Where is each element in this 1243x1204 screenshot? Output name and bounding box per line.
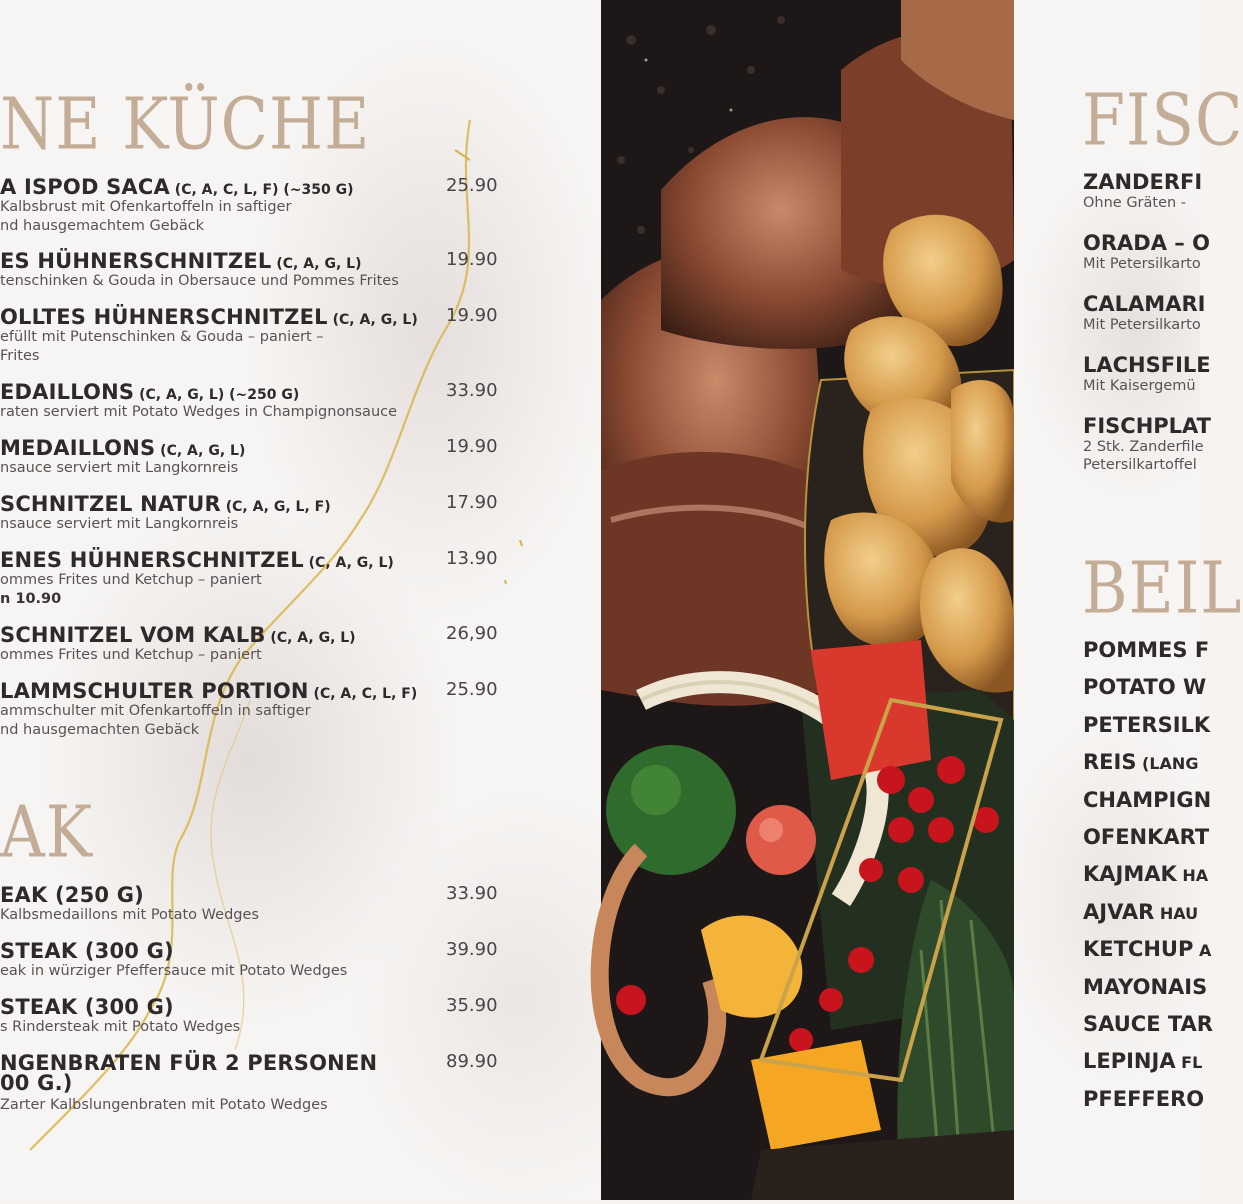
menu-item-description: nsauce serviert mit Langkornreis [0, 460, 239, 476]
fish-item-description: 2 Stk. Zanderfile [1083, 439, 1204, 455]
menu-item-title: ES HÜHNERSCHNITZEL [0, 249, 272, 273]
menu-item-allergens: (C, A, G, L) [265, 630, 356, 646]
side-dish-name: PFEFFERO [1083, 1086, 1205, 1111]
side-dish-suffix: (LANG [1136, 754, 1199, 774]
menu-item-allergens: (C, A, G, L) (~250 G) [134, 387, 300, 403]
side-dish-item [1083, 1087, 1204, 1111]
menu-item-price: 39.90 [446, 939, 498, 960]
menu-item-description: Kalbsmedaillons mit Potato Wedges [0, 907, 259, 923]
menu-item-description: raten serviert mit Potato Wedges in Champignonsauce [0, 404, 398, 420]
menu-page-left [0, 0, 601, 1200]
menu-item-allergens: (C, A, G, L) [155, 443, 246, 459]
menu-item-allergens: (C, A, G, L) [327, 312, 418, 328]
menu-item-allergens: (C, A, G, L) [271, 256, 362, 272]
menu-item-price: 35.90 [446, 995, 498, 1016]
menu-item-name [0, 548, 394, 572]
fish-item-name: LACHSFILE [1083, 353, 1211, 377]
fish-item [1083, 414, 1211, 474]
menu-item-description: nd hausgemachtem Gebäck [0, 218, 205, 234]
side-dish-name: AJVAR [1083, 899, 1155, 924]
side-dish-item [1083, 975, 1207, 999]
side-dish-suffix: FL [1175, 1053, 1203, 1073]
menu-item-price: 25.90 [446, 679, 498, 700]
fish-item-description: Ohne Gräten - [1083, 195, 1187, 211]
menu-item-price: 33.90 [446, 883, 498, 904]
menu-item-name [0, 492, 331, 516]
side-dish-item [1083, 713, 1210, 737]
section-heading-beilagen: BEIL [1082, 546, 1243, 630]
section-heading-steak: AK [0, 790, 94, 874]
side-dish-name: POMMES F [1083, 638, 1210, 662]
menu-item-name [0, 175, 354, 199]
roast-meat-image [601, 0, 1014, 1200]
fish-item-description: Mit Kaisergemü [1083, 378, 1196, 394]
menu-item-name [0, 305, 418, 329]
menu-item-name [0, 436, 245, 460]
side-dish-suffix: A [1193, 941, 1212, 961]
menu-item-name-continued: 00 G.) [0, 1071, 73, 1095]
side-dish-name: LEPINJA [1083, 1049, 1176, 1074]
fish-item [1083, 231, 1210, 273]
side-dish-item [1083, 750, 1198, 774]
menu-item-price: 19.90 [446, 305, 498, 326]
menu-item-title: SCHNITZEL VOM KALB [0, 623, 266, 647]
menu-item-title: ENES HÜHNERSCHNITZEL [0, 548, 304, 572]
fish-item [1083, 170, 1202, 212]
menu-item-description: nd hausgemachten Gebäck [0, 722, 200, 738]
side-dish-name: PETERSILK [1083, 712, 1211, 737]
menu-item-title: MEDAILLONS [0, 436, 156, 460]
side-dish-item [1083, 1049, 1202, 1073]
menu-item-title: A ISPOD SACA [0, 175, 170, 199]
fish-item-description: Mit Petersilkarto [1083, 317, 1201, 333]
fish-item-name: ORADA – O [1083, 231, 1210, 255]
side-dish-name: OFENKART [1083, 825, 1210, 849]
fish-item-name: CALAMARI [1083, 292, 1206, 316]
menu-item-price: 25.90 [446, 175, 498, 196]
menu-item-name: STEAK (300 G) [0, 939, 174, 963]
menu-item-price: 33.90 [446, 380, 498, 401]
menu-item-allergens: (C, A, G, L, F) [220, 499, 331, 515]
menu-item-description: nsauce serviert mit Langkornreis [0, 516, 239, 532]
fish-item-description: Petersilkartoffel [1083, 457, 1197, 473]
menu-item-name: NGENBRATEN FÜR 2 PERSONEN [0, 1051, 378, 1075]
menu-page-right [1014, 0, 1243, 1200]
menu-item-description: ommes Frites und Ketchup – paniert [0, 647, 262, 663]
food-photo [601, 0, 1014, 1200]
side-dish-name: REIS [1083, 750, 1137, 775]
menu-item-extra: n 10.90 [0, 591, 62, 607]
menu-item-description: Zarter Kalbslungenbraten mit Potato Wedges [0, 1097, 328, 1113]
side-dish-item [1083, 638, 1209, 662]
menu-item-price: 26,90 [446, 623, 498, 644]
menu-item-allergens: (C, A, C, L, F) [308, 686, 418, 702]
menu-item-title: LAMMSCHULTER PORTION [0, 679, 309, 703]
side-dish-suffix: HAU [1154, 903, 1199, 923]
side-dish-name: CHAMPIGN [1083, 787, 1212, 812]
menu-item-allergens: (C, A, G, L) [303, 555, 394, 571]
menu-item-name [0, 623, 356, 647]
section-heading-kueche: NE KÜCHE [0, 82, 371, 166]
side-dish-item [1083, 1012, 1213, 1036]
menu-item-description: eak in würziger Pfeffersauce mit Potato Wedges [0, 963, 348, 979]
section-heading-fisch: FISC [1082, 78, 1243, 162]
fish-item [1083, 353, 1211, 395]
side-dish-item [1083, 675, 1206, 699]
menu-item-price: 17.90 [446, 492, 498, 513]
menu-item-name: STEAK (300 G) [0, 995, 174, 1019]
menu-item-description: tenschinken & Gouda in Obersauce und Pommes Frites [0, 273, 399, 289]
menu-item-name [0, 679, 417, 703]
side-dish-item [1083, 788, 1211, 812]
side-dish-name: SAUCE TAR [1083, 1012, 1213, 1036]
side-dish-name: MAYONAIS [1083, 974, 1208, 999]
menu-item-title: OLLTES HÜHNERSCHNITZEL [0, 305, 328, 329]
menu-item-description: Kalbsbrust mit Ofenkartoffeln in saftiger [0, 199, 292, 215]
menu-item-name [0, 249, 361, 273]
menu-item-description: ommes Frites und Ketchup – paniert [0, 572, 262, 588]
side-dish-item [1083, 862, 1208, 886]
menu-item-price: 13.90 [446, 548, 498, 569]
side-dish-item [1083, 825, 1209, 849]
menu-item-price: 19.90 [446, 436, 498, 457]
menu-item-title: EDAILLONS [0, 380, 135, 404]
side-dish-item [1083, 937, 1211, 961]
side-dish-suffix: HA [1176, 866, 1209, 886]
side-dish-name: KETCHUP [1083, 937, 1194, 962]
menu-item-name: EAK (250 G) [0, 883, 144, 907]
menu-item-description: Frites [0, 348, 40, 364]
fish-item [1083, 292, 1205, 334]
menu-item-price: 19.90 [446, 249, 498, 270]
fish-item-name: ZANDERFI [1083, 170, 1203, 194]
menu-item-name [0, 380, 299, 404]
side-dish-name: KAJMAK [1083, 862, 1177, 887]
menu-item-description: efüllt mit Putenschinken & Gouda – paniert – [0, 329, 324, 345]
side-dish-name: POTATO W [1083, 675, 1207, 700]
menu-item-allergens: (C, A, C, L, F) (~350 G) [169, 182, 354, 198]
fish-item-description: Mit Petersilkarto [1083, 256, 1201, 272]
menu-item-description: ammschulter mit Ofenkartoffeln in saftiger [0, 703, 311, 719]
menu-item-description: s Rindersteak mit Potato Wedges [0, 1019, 241, 1035]
menu-item-title: SCHNITZEL NATUR [0, 492, 221, 516]
side-dish-item [1083, 900, 1198, 924]
fish-item-name: FISCHPLAT [1083, 414, 1211, 438]
menu-item-price: 89.90 [446, 1051, 498, 1072]
